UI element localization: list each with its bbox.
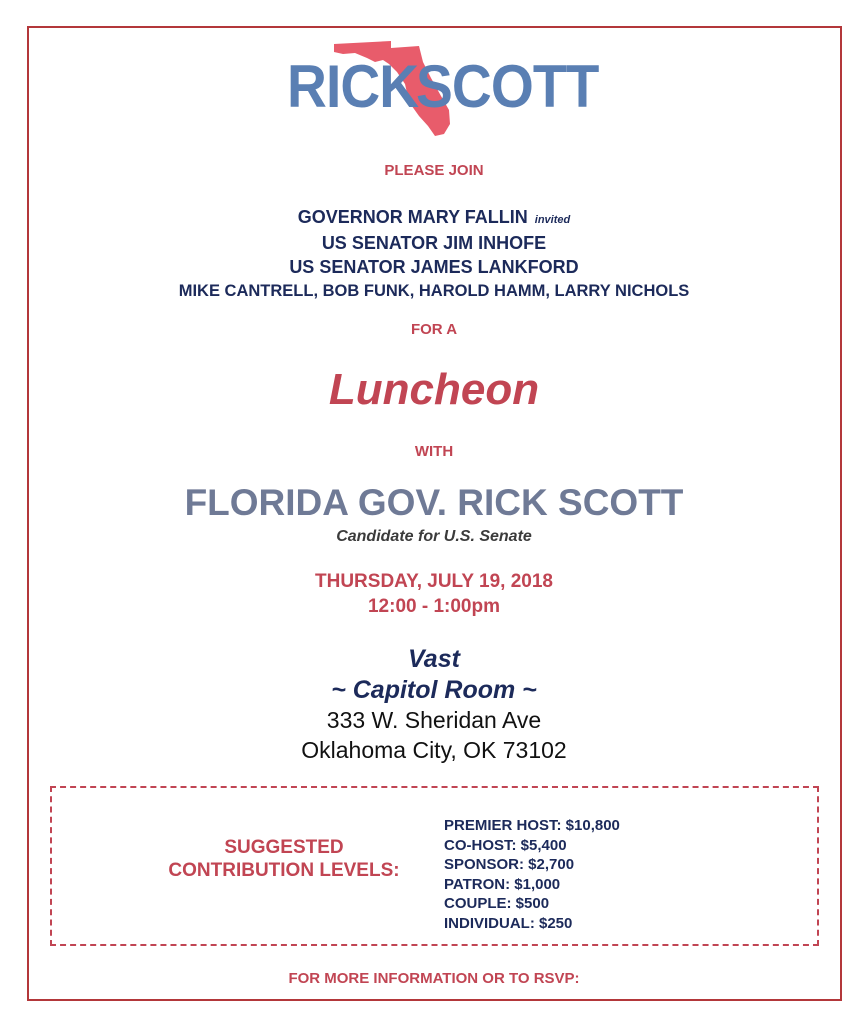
- event-type-heading: Luncheon: [328, 365, 540, 414]
- host-name: GOVERNOR MARY FALLIN: [297, 207, 528, 227]
- contribution-level: PATRON: $1,000: [444, 875, 561, 893]
- contribution-level: PREMIER HOST: $10,800: [444, 817, 620, 834]
- contribution-level: CO-HOST: $5,400: [444, 836, 567, 854]
- venue-address-line2: Oklahoma City, OK 73102: [301, 737, 567, 763]
- contribution-level-list: [444, 816, 620, 933]
- event-date: THURSDAY, JULY 19, 2018: [315, 571, 553, 592]
- venue-room: ~ Capitol Room ~: [331, 676, 537, 704]
- host-line-2: US SENATOR JIM INHOFE: [321, 233, 547, 253]
- host-line-1: [0, 205, 868, 232]
- venue-address-line1: 333 W. Sheridan Ave: [326, 707, 542, 733]
- logo-word-scott: SCOTT: [416, 53, 599, 120]
- event-time: 12:00 - 1:00pm: [367, 596, 500, 617]
- logo-word-rick: RICK: [287, 53, 419, 120]
- invited-note: invited: [534, 214, 571, 226]
- contribution-title-line1: SUGGESTED: [224, 837, 344, 858]
- with-label: WITH: [414, 443, 454, 460]
- contribution-title: [134, 836, 434, 882]
- rick-scott-logo: [283, 38, 599, 140]
- guest-name-heading: FLORIDA GOV. RICK SCOTT: [184, 482, 684, 523]
- contribution-levels-box: [50, 786, 819, 946]
- contribution-title-line2: CONTRIBUTION LEVELS:: [168, 860, 400, 881]
- please-join-label: PLEASE JOIN: [384, 162, 484, 179]
- contribution-level: SPONSOR: $2,700: [444, 856, 575, 873]
- guest-subtitle: Candidate for U.S. Senate: [336, 528, 532, 545]
- contribution-level: INDIVIDUAL: $250: [444, 914, 573, 932]
- rsvp-label: FOR MORE INFORMATION OR TO RSVP:: [288, 970, 580, 987]
- host-line-4: MIKE CANTRELL, BOB FUNK, HAROLD HAMM, LARRY NICHOLS: [178, 282, 690, 300]
- contribution-level: COUPLE: $500: [444, 895, 550, 912]
- for-a-label: FOR A: [410, 321, 458, 338]
- venue-name: Vast: [408, 645, 460, 673]
- host-line-3: US SENATOR JAMES LANKFORD: [289, 257, 579, 277]
